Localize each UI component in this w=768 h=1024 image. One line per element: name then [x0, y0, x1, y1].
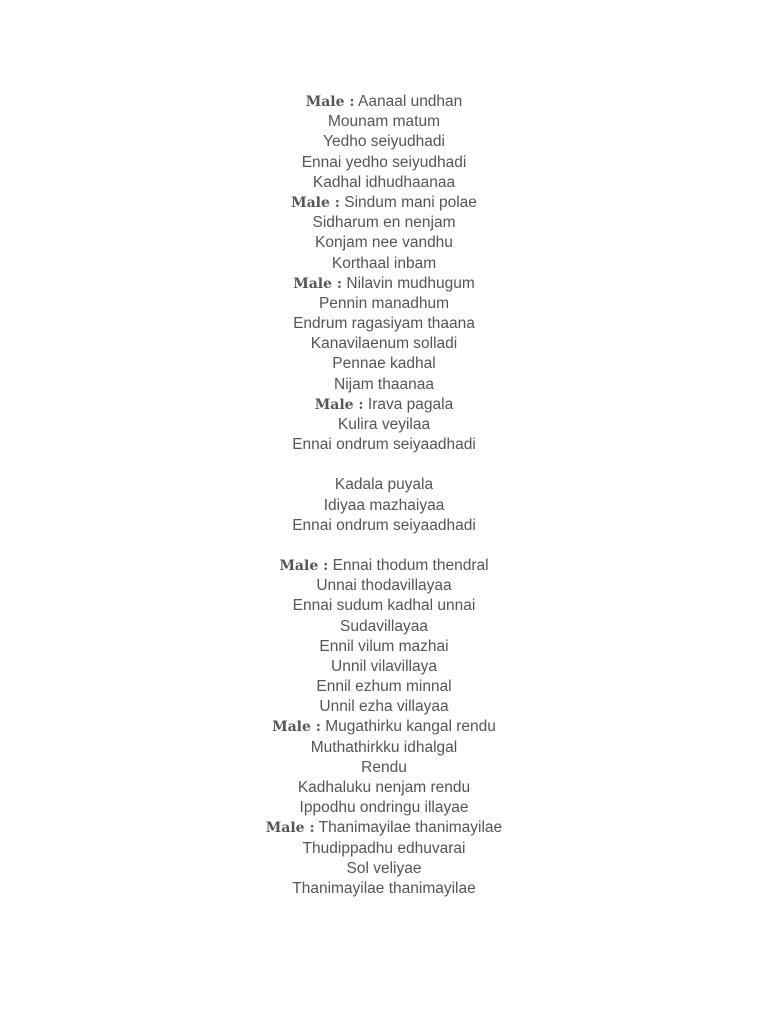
lyric-text: Mounam matum [328, 113, 440, 131]
lyric-line [0, 274, 768, 294]
lyric-line [0, 697, 768, 717]
lyric-text: Unnil ezha villayaa [319, 698, 449, 716]
lyric-line [0, 839, 768, 859]
lyric-text: Thanimayilae thanimayilae [314, 819, 503, 837]
lyric-text: Thudippadhu edhuvarai [302, 839, 466, 857]
lyric-line [0, 213, 768, 233]
lyric-text: Sol veliyae [346, 859, 422, 877]
lyric-text: Irava pagala [363, 395, 454, 413]
lyric-text: Pennae kadhal [332, 355, 436, 373]
lyric-text: Thanimayilae thanimayilae [292, 879, 476, 897]
lyric-line [0, 879, 768, 899]
lyric-text: Sindum mani polae [339, 193, 477, 211]
lyric-line [0, 475, 768, 495]
lyric-line [0, 193, 768, 213]
lyric-text: Ennai ondrum seiyaadhadi [292, 436, 476, 454]
lyric-line [0, 415, 768, 435]
lyric-line [0, 778, 768, 798]
lyric-line [0, 798, 768, 818]
lyrics-stanza [0, 92, 768, 455]
lyric-line [0, 233, 768, 253]
lyric-text: Kanavilaenum solladi [310, 335, 458, 353]
lyric-line [0, 375, 768, 395]
lyric-line [0, 496, 768, 516]
lyric-line [0, 657, 768, 677]
lyrics-document [0, 92, 768, 899]
lyric-text: Korthaal inbam [331, 254, 437, 272]
lyric-line [0, 354, 768, 374]
speaker-label: Male : [293, 275, 343, 292]
lyric-line [0, 576, 768, 596]
lyric-text: Unnai thodavillayaa [316, 577, 452, 595]
lyric-line [0, 717, 768, 737]
lyric-line [0, 294, 768, 314]
speaker-label: Male : [272, 719, 321, 736]
lyric-line [0, 314, 768, 334]
lyric-text: Sudavillayaa [340, 617, 428, 635]
lyric-text: Nilavin mudhugum [342, 274, 475, 292]
lyric-line [0, 254, 768, 274]
lyric-text: Endrum ragasiyam thaana [293, 315, 475, 333]
lyric-text: Rendu [361, 758, 407, 776]
lyric-line [0, 153, 768, 173]
lyric-line [0, 556, 768, 576]
lyric-text: Idiyaa mazhaiyaa [323, 496, 445, 514]
lyric-line [0, 758, 768, 778]
lyric-text: Ennai thodum thendral [328, 556, 489, 574]
lyric-line [0, 859, 768, 879]
lyric-line [0, 334, 768, 354]
lyric-text: Kadhal idhudhaanaa [312, 173, 456, 191]
lyric-text: Kulira veyilaa [337, 416, 431, 433]
lyric-text: Ennai ondrum seiyaadhadi [292, 516, 476, 534]
lyric-text: Ippodhu ondringu illayae [299, 799, 469, 817]
lyric-line [0, 818, 768, 838]
lyrics-stanza [0, 475, 768, 536]
lyrics-stanza [0, 556, 768, 899]
speaker-label: Male : [291, 194, 340, 211]
lyric-line [0, 395, 768, 415]
lyric-text: Pennin manadhum [318, 294, 450, 312]
lyric-line [0, 677, 768, 697]
lyric-text: Sidharum en nenjam [312, 214, 456, 232]
lyric-text: Ennil ezhum minnal [316, 678, 452, 696]
speaker-label: Male : [305, 94, 355, 110]
lyric-text: Kadala puyala [334, 476, 434, 494]
lyric-line [0, 738, 768, 758]
lyric-line [0, 112, 768, 132]
speaker-label: Male : [314, 396, 364, 413]
lyric-text: Ennai sudum kadhal unnai [292, 597, 476, 615]
lyric-line [0, 92, 768, 112]
lyric-text: Kadhaluku nenjam rendu [297, 779, 471, 796]
lyric-line [0, 637, 768, 657]
lyric-text: Yedho seiyudhadi [323, 133, 445, 151]
lyric-line [0, 435, 768, 455]
lyric-text: Aanaal undhan [354, 93, 463, 110]
speaker-label: Male : [279, 557, 329, 574]
lyric-line [0, 596, 768, 616]
lyric-text: Ennil vilum mazhai [319, 637, 449, 655]
lyric-text: Nijam thaanaa [334, 375, 434, 393]
lyric-line [0, 617, 768, 637]
lyric-text: Ennai yedho seiyudhadi [301, 153, 467, 171]
lyric-text: Konjam nee vandhu [315, 234, 453, 252]
lyric-line [0, 132, 768, 152]
lyric-line [0, 516, 768, 536]
speaker-label: Male : [265, 820, 315, 837]
lyric-line [0, 173, 768, 193]
lyric-text: Unnil vilavillaya [331, 657, 437, 675]
lyric-text: Mugathirku kangal rendu [320, 718, 496, 736]
lyric-text: Muthathirkku idhalgal [310, 738, 458, 756]
